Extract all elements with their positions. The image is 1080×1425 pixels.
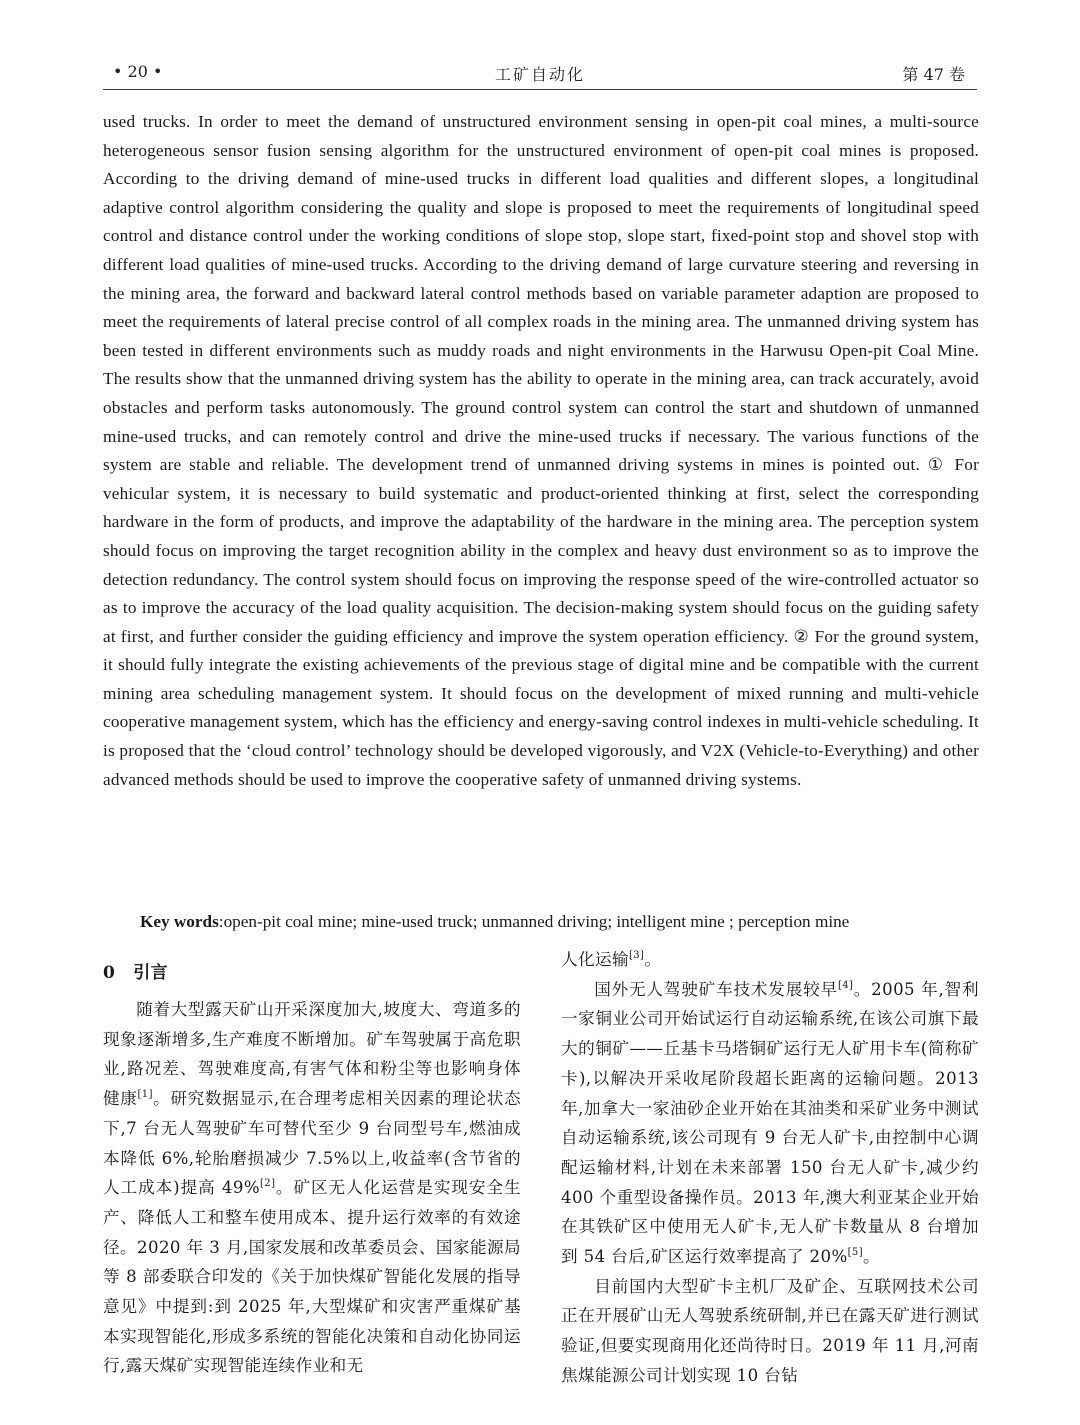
left-column bbox=[103, 945, 521, 1381]
citation-ref: [2] bbox=[260, 1178, 276, 1190]
right-column bbox=[561, 945, 979, 1391]
text-run: 。 bbox=[863, 1247, 880, 1267]
intro-paragraph-3: 目前国内大型矿卡主机厂及矿企、互联网技术公司正在开展矿山无人驾驶系统研制,并已在露天矿进行测试验证,但要实现商用化还尚待时日。2019 年 11 月,河南焦煤能源公司计划实现 10 台钻 bbox=[561, 1276, 979, 1385]
text-run: 随着大型露天矿山开采深度加大,坡度大、弯道多的现象逐渐增多,生产难度不断增加。矿车驾驶属于高危职业,路况差、驾驶难度高,有害气体和粉尘等也影响身体健康 bbox=[103, 1000, 521, 1109]
section-heading bbox=[103, 959, 521, 995]
text-run: 人化运输 bbox=[561, 950, 629, 969]
abstract-text: used trucks. In order to meet the demand of unstructured environment sensing in open-pit coal mines, a multi-source heterogeneous sensor fusion sensing algorithm for the unstructured environment of open-pit coal mines is proposed. According to the driving demand of mine-used trucks in different load qualities and different slopes, a longitudinal adaptive control algorithm considering the quality and slope is proposed to meet the requirements of longitudinal speed control and distance control under the working conditions of slope stop, slope start, fixed-point stop and shovel stop with different load qualities of mine-used trucks. According to the driving demand of large curvature steering and reversing in the mining area, the forward and backward lateral control methods based on variable parameter adaption are proposed to meet the requirements of lateral precise control of all complex roads in the mining area. The unmanned driving system has been tested in different environments such as muddy roads and night environments in the Harwusu Open-pit Coal Mine. The results show that the unmanned driving system has the ability to operate in the mining area, can track accurately, avoid obstacles and perform tasks autonomously. The ground control system can control the start and shutdown of unmanned mine-used trucks, and can remotely control and drive the mine-used trucks if necessary. The various functions of the system are stable and reliable. The development trend of unmanned driving systems in mines is pointed out. ① For vehicular system, it is necessary to build systematic and product-oriented thinking at first, select the corresponding hardware in the form of products, and improve the adaptability of the hardware in the mining area. The perception system should focus on improving the target recognition ability in the complex and heavy dust environment so as to improve the detection redundancy. The control system should focus on improving the response speed of the wire-controlled actuator so as to improve the accuracy of the load quality acquisition. The decision-making system should focus on the guiding safety at first, and further consider the guiding efficiency and improve the system operation efficiency. ② For the ground system, it should fully integrate the existing achievements of the previous stage of digital mine and be compatible with the current mining area scheduling management system. It should focus on the development of mixed running and multi-vehicle cooperative management system, which has the efficiency and energy-saving control indexes in multi-vehicle scheduling. It is proposed that the ‘cloud control’ technology should be developed vigorously, and V2X (Vehicle-to-Everything) and other advanced methods should be used to improve the cooperative safety of unmanned driving systems. bbox=[103, 112, 979, 789]
text-run: 。 bbox=[644, 950, 662, 969]
page-number: • 20 • bbox=[113, 62, 163, 81]
text-run: 。2005 年,智利一家铜业公司开始试运行自动运输系统,在该公司旗下最大的铜矿——丘基卡马塔铜矿运行无人矿用卡车(简称矿卡),以解决开采收尾阶段超长距离的运输问题。2013 年,加拿大一家油砂企业开始在其油类和采矿业务中测试自动运输系统,该公司现有 9 台无人矿卡,由控制中心调配运输材料,计划在未来部署 150 台无人矿卡,减少约 400 个重型设备操作员。2013 年,澳大利亚某企业开始在其铁矿区中使用无人矿卡,无人矿卡数量从 8 台增加到 54 台后,矿区运行效率提高了 20% bbox=[561, 979, 979, 1267]
section-number: 0 bbox=[103, 963, 116, 983]
journal-title: 工矿自动化 bbox=[494, 65, 585, 84]
keywords-label: Key words bbox=[140, 912, 219, 931]
citation-ref: [5] bbox=[847, 1247, 863, 1259]
header-rule bbox=[103, 89, 977, 90]
keywords-text: open-pit coal mine; mine-used truck; unmanned driving; intelligent mine ; perception mine bbox=[223, 912, 850, 931]
volume-label: 第 47 卷 bbox=[902, 65, 965, 84]
citation-ref: [3] bbox=[628, 950, 645, 961]
keywords-line bbox=[140, 908, 980, 936]
citation-ref: [4] bbox=[837, 979, 854, 991]
text-run: 。矿区无人化运营是实现安全生产、降低人工和整车使用成本、提升运行效率的有效途径。2020 年 3 月,国家发展和改革委员会、国家能源局等 8 部委联合印发的《关于加快煤矿智能化发展的指导意见》中提到:到 2025 年,大型煤矿和灾害严重煤矿基本实现智能化,形成多系统的智能化决策和自动化协同运行,露天煤矿实现智能连续作业和无 bbox=[103, 1178, 521, 1376]
section-title: 引言 bbox=[133, 963, 169, 983]
keywords-separator: : bbox=[218, 912, 224, 931]
english-abstract bbox=[103, 108, 979, 794]
text-run: 。研究数据显示,在合理考虑相关因素的理论状态下,7 台无人驾驶矿车可替代至少 9 台同型号车,燃油成本降低 6%,轮胎磨损减少 7.5%以上,收益率(含节省的人工成本)提高 49% bbox=[103, 1089, 521, 1198]
intro-paragraph-1 bbox=[103, 995, 521, 1381]
citation-ref: [1] bbox=[137, 1089, 153, 1101]
continued-paragraph bbox=[561, 945, 979, 975]
intro-paragraph-2 bbox=[561, 975, 979, 1272]
text-run: 国外无人驾驶矿车技术发展较早 bbox=[594, 979, 838, 999]
page-header bbox=[103, 58, 977, 88]
